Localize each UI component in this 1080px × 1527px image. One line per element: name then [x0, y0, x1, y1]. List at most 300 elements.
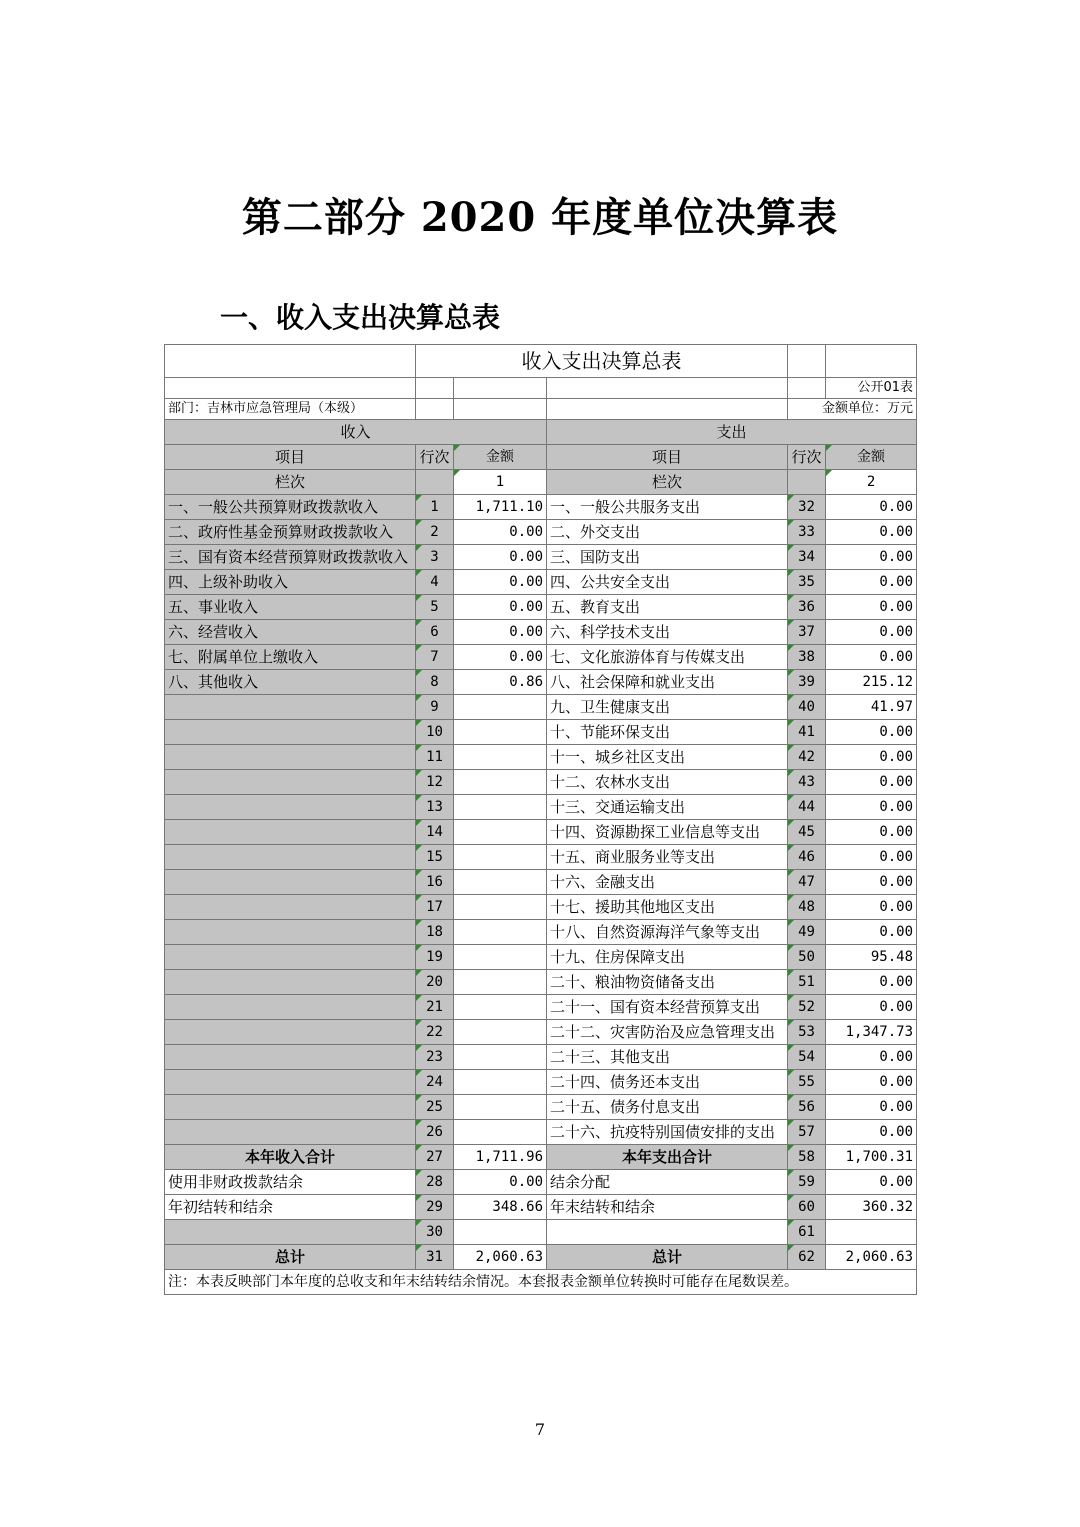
income-item-cell — [165, 745, 416, 770]
income-item-cell — [165, 1220, 416, 1245]
cell-marker-icon — [788, 770, 794, 776]
cell-marker-icon — [788, 1195, 794, 1201]
income-row-number: 11 — [416, 745, 454, 770]
column-header-row — [165, 445, 917, 470]
table-row — [165, 520, 917, 545]
cell-marker-icon — [416, 845, 422, 851]
expense-row-number: 47 — [788, 870, 826, 895]
income-row-number: 3 — [416, 545, 454, 570]
note-row — [165, 1270, 917, 1295]
expense-amount-cell: 0.00 — [826, 1095, 917, 1120]
income-row-number: 30 — [416, 1220, 454, 1245]
cell-marker-icon — [416, 770, 422, 776]
expense-item-cell: 六、科学技术支出 — [547, 620, 788, 645]
cell-marker-icon — [788, 1020, 794, 1026]
income-item-cell — [165, 770, 416, 795]
expense-row-number: 45 — [788, 820, 826, 845]
cell-marker-icon — [416, 1095, 422, 1101]
expense-item-cell: 二十三、其他支出 — [547, 1045, 788, 1070]
cell-marker-icon — [416, 1195, 422, 1201]
cell-marker-icon — [416, 1120, 422, 1126]
expense-amount-header: 金额 — [826, 445, 917, 470]
income-amount-cell: 1,711.96 — [454, 1145, 547, 1170]
cell-marker-icon — [788, 720, 794, 726]
expense-amount-cell: 360.32 — [826, 1195, 917, 1220]
income-item-cell — [165, 920, 416, 945]
expense-item-cell: 四、公共安全支出 — [547, 570, 788, 595]
expense-item-cell: 本年支出合计 — [547, 1145, 788, 1170]
table-row — [165, 1120, 917, 1145]
expense-item-cell: 一、一般公共服务支出 — [547, 495, 788, 520]
cell-marker-icon — [416, 1020, 422, 1026]
income-row-number: 4 — [416, 570, 454, 595]
income-amount-cell — [454, 920, 547, 945]
expense-item-cell: 二十二、灾害防治及应急管理支出 — [547, 1020, 788, 1045]
expense-row-number: 39 — [788, 670, 826, 695]
table-note: 注：本表反映部门本年度的总收支和年末结转结余情况。本套报表金额单位转换时可能存在尾数误差。 — [165, 1270, 917, 1295]
income-item-cell — [165, 795, 416, 820]
expense-item-cell: 十九、住房保障支出 — [547, 945, 788, 970]
expense-amount-cell: 0.00 — [826, 595, 917, 620]
expense-item-cell: 十七、援助其他地区支出 — [547, 895, 788, 920]
expense-row-number: 62 — [788, 1245, 826, 1270]
table-row — [165, 1170, 917, 1195]
cell-marker-icon — [788, 995, 794, 1001]
expense-item-cell: 五、教育支出 — [547, 595, 788, 620]
cell-marker-icon — [416, 1245, 422, 1251]
expense-header: 支出 — [547, 420, 917, 445]
expense-row-number: 37 — [788, 620, 826, 645]
cell-marker-icon — [416, 945, 422, 951]
subtotal-row — [165, 1145, 917, 1170]
expense-amount-cell: 0.00 — [826, 820, 917, 845]
expense-item-cell: 二十四、债务还本支出 — [547, 1070, 788, 1095]
expense-row-number: 40 — [788, 695, 826, 720]
expense-amount-cell: 0.00 — [826, 520, 917, 545]
cell-marker-icon — [416, 1220, 422, 1226]
cell-marker-icon — [416, 1145, 422, 1151]
page-number: 7 — [534, 1420, 546, 1439]
income-item-cell: 年初结转和结余 — [165, 1195, 416, 1220]
expense-row-number: 57 — [788, 1120, 826, 1145]
income-row-number: 19 — [416, 945, 454, 970]
cell-marker-icon — [788, 1145, 794, 1151]
cell-marker-icon — [416, 1045, 422, 1051]
income-item-cell: 二、政府性基金预算财政拨款收入 — [165, 520, 416, 545]
table-row — [165, 595, 917, 620]
form-code-row — [165, 378, 917, 399]
cell-marker-icon — [788, 945, 794, 951]
expense-amount-cell: 0.00 — [826, 970, 917, 995]
table-row — [165, 695, 917, 720]
income-row-number: 2 — [416, 520, 454, 545]
income-amount-cell — [454, 845, 547, 870]
expense-item-cell: 二、外交支出 — [547, 520, 788, 545]
income-row-number: 17 — [416, 895, 454, 920]
income-item-cell — [165, 995, 416, 1020]
form-code: 公开01表 — [826, 378, 917, 399]
income-row-number: 21 — [416, 995, 454, 1020]
income-amount-cell: 0.00 — [454, 570, 547, 595]
income-item-cell: 七、附属单位上缴收入 — [165, 645, 416, 670]
table-row — [165, 820, 917, 845]
cell-marker-icon — [416, 595, 422, 601]
income-row-number: 14 — [416, 820, 454, 845]
section-title: 一、收入支出决算总表 — [220, 301, 501, 334]
income-row-number: 29 — [416, 1195, 454, 1220]
expense-row-number: 55 — [788, 1070, 826, 1095]
income-row-number: 10 — [416, 720, 454, 745]
cell-marker-icon — [788, 745, 794, 751]
table-row — [165, 670, 917, 695]
table-row — [165, 995, 917, 1020]
expense-item-cell: 十一、城乡社区支出 — [547, 745, 788, 770]
income-label-cell: 栏次 — [165, 470, 416, 495]
income-amount-cell — [454, 1045, 547, 1070]
table-body — [165, 345, 917, 1295]
cell-marker-icon — [416, 545, 422, 551]
income-amount-cell — [454, 820, 547, 845]
cell-marker-icon — [416, 970, 422, 976]
cell-marker-icon — [788, 545, 794, 551]
cell-marker-icon — [416, 745, 422, 751]
expense-row-number: 33 — [788, 520, 826, 545]
income-item-cell — [165, 720, 416, 745]
income-row-number: 7 — [416, 645, 454, 670]
expense-amount-cell: 0.00 — [826, 545, 917, 570]
income-item-cell: 六、经营收入 — [165, 620, 416, 645]
cell-marker-icon — [788, 570, 794, 576]
expense-label-cell: 栏次 — [547, 470, 788, 495]
income-row-number: 26 — [416, 1120, 454, 1145]
expense-amount-cell: 215.12 — [826, 670, 917, 695]
department-row — [165, 399, 917, 420]
income-row-number: 25 — [416, 1095, 454, 1120]
cell-marker-icon — [788, 520, 794, 526]
expense-item-cell: 十六、金融支出 — [547, 870, 788, 895]
expense-amount-cell: 0.00 — [826, 920, 917, 945]
income-row-header: 行次 — [416, 445, 454, 470]
income-amount-cell — [454, 745, 547, 770]
cell-marker-icon — [788, 845, 794, 851]
expense-item-cell: 十八、自然资源海洋气象等支出 — [547, 920, 788, 945]
cell-marker-icon — [788, 870, 794, 876]
income-row-number: 23 — [416, 1045, 454, 1070]
income-amount-cell: 0.00 — [454, 620, 547, 645]
expense-item-cell — [547, 1220, 788, 1245]
cell-marker-icon — [416, 570, 422, 576]
table-title-row — [165, 345, 917, 378]
expense-amount-cell: 0.00 — [826, 620, 917, 645]
income-amount-cell: 2,060.63 — [454, 1245, 547, 1270]
expense-item-cell: 总计 — [547, 1245, 788, 1270]
expense-amount-cell — [826, 1220, 917, 1245]
expense-row-number: 51 — [788, 970, 826, 995]
expense-amount-cell: 0.00 — [826, 495, 917, 520]
expense-row-number: 46 — [788, 845, 826, 870]
income-item-cell: 三、国有资本经营预算财政拨款收入 — [165, 545, 416, 570]
income-expense-table — [164, 344, 917, 1295]
table-row — [165, 1095, 917, 1120]
income-amount-cell — [454, 795, 547, 820]
column-number-row — [165, 470, 917, 495]
cell-marker-icon — [788, 1045, 794, 1051]
expense-item-cell: 十三、交通运输支出 — [547, 795, 788, 820]
income-row-number: 5 — [416, 595, 454, 620]
cell-marker-icon — [416, 820, 422, 826]
income-amount-cell — [454, 870, 547, 895]
expense-row-number: 43 — [788, 770, 826, 795]
income-item-cell — [165, 820, 416, 845]
cell-marker-icon — [788, 970, 794, 976]
income-item-cell: 五、事业收入 — [165, 595, 416, 620]
table-row — [165, 1070, 917, 1095]
expense-item-cell: 十四、资源勘探工业信息等支出 — [547, 820, 788, 845]
cell-marker-icon — [788, 1170, 794, 1176]
table-row — [165, 945, 917, 970]
table-row — [165, 895, 917, 920]
expense-item-cell: 结余分配 — [547, 1170, 788, 1195]
cell-marker-icon — [788, 595, 794, 601]
cell-marker-icon — [416, 920, 422, 926]
expense-amount-cell: 0.00 — [826, 1170, 917, 1195]
income-row-number: 27 — [416, 1145, 454, 1170]
expense-item-cell: 二十六、抗疫特别国债安排的支出 — [547, 1120, 788, 1145]
expense-row-number: 44 — [788, 795, 826, 820]
table-title: 收入支出决算总表 — [416, 345, 788, 378]
expense-row-header: 行次 — [788, 445, 826, 470]
expense-col-number: 2 — [826, 470, 917, 495]
cell-marker-icon — [788, 895, 794, 901]
income-amount-cell — [454, 1120, 547, 1145]
income-amount-cell — [454, 1095, 547, 1120]
income-item-cell — [165, 1120, 416, 1145]
table-row — [165, 620, 917, 645]
table-row — [165, 645, 917, 670]
income-item-cell: 四、上级补助收入 — [165, 570, 416, 595]
expense-amount-cell: 0.00 — [826, 770, 917, 795]
income-amount-cell — [454, 945, 547, 970]
expense-item-cell: 十五、商业服务业等支出 — [547, 845, 788, 870]
income-item-cell: 一、一般公共预算财政拨款收入 — [165, 495, 416, 520]
expense-amount-cell: 0.00 — [826, 745, 917, 770]
income-item-cell — [165, 845, 416, 870]
expense-row-number: 32 — [788, 495, 826, 520]
income-item-cell: 八、其他收入 — [165, 670, 416, 695]
expense-amount-cell: 0.00 — [826, 995, 917, 1020]
table-row — [165, 720, 917, 745]
income-row-number: 16 — [416, 870, 454, 895]
table-row — [165, 845, 917, 870]
expense-amount-cell: 0.00 — [826, 1120, 917, 1145]
income-amount-cell: 0.00 — [454, 1170, 547, 1195]
income-amount-cell — [454, 695, 547, 720]
expense-amount-cell: 2,060.63 — [826, 1245, 917, 1270]
expense-row-number: 56 — [788, 1095, 826, 1120]
income-amount-cell — [454, 1070, 547, 1095]
income-amount-cell — [454, 1220, 547, 1245]
cell-marker-icon — [788, 670, 794, 676]
cell-marker-icon — [416, 670, 422, 676]
department-label: 部门：吉林市应急管理局（本级） — [165, 399, 416, 420]
income-amount-cell — [454, 970, 547, 995]
expense-row-number: 36 — [788, 595, 826, 620]
expense-row-number: 58 — [788, 1145, 826, 1170]
expense-amount-cell: 95.48 — [826, 945, 917, 970]
expense-item-cell: 年末结转和结余 — [547, 1195, 788, 1220]
income-item-cell — [165, 895, 416, 920]
expense-amount-cell: 0.00 — [826, 720, 917, 745]
income-item-cell — [165, 1095, 416, 1120]
expense-row-number: 52 — [788, 995, 826, 1020]
income-row-number: 28 — [416, 1170, 454, 1195]
expense-row-number: 42 — [788, 745, 826, 770]
expense-row-number: 34 — [788, 545, 826, 570]
cell-marker-icon — [416, 645, 422, 651]
income-item-cell — [165, 870, 416, 895]
income-item-cell: 使用非财政拨款结余 — [165, 1170, 416, 1195]
expense-row-number: 49 — [788, 920, 826, 945]
expense-item-cell: 十、节能环保支出 — [547, 720, 788, 745]
income-row-number: 24 — [416, 1070, 454, 1095]
cell-marker-icon — [416, 995, 422, 1001]
cell-marker-icon — [416, 620, 422, 626]
table-row — [165, 745, 917, 770]
expense-amount-cell: 1,347.73 — [826, 1020, 917, 1045]
expense-amount-cell: 0.00 — [826, 795, 917, 820]
income-item-cell — [165, 970, 416, 995]
income-amount-cell — [454, 1020, 547, 1045]
expense-row-number: 59 — [788, 1170, 826, 1195]
expense-item-cell: 十二、农林水支出 — [547, 770, 788, 795]
cell-marker-icon — [416, 520, 422, 526]
table-row — [165, 795, 917, 820]
expense-amount-cell: 0.00 — [826, 895, 917, 920]
cell-marker-icon — [788, 495, 794, 501]
income-col-number: 1 — [454, 470, 547, 495]
income-amount-cell — [454, 895, 547, 920]
section-header-row — [165, 420, 917, 445]
expense-row-number: 50 — [788, 945, 826, 970]
table-row — [165, 570, 917, 595]
income-row-number: 8 — [416, 670, 454, 695]
expense-row-number: 38 — [788, 645, 826, 670]
table-row — [165, 870, 917, 895]
income-item-header: 项目 — [165, 445, 416, 470]
income-row-number: 9 — [416, 695, 454, 720]
expense-item-cell: 二十、粮油物资储备支出 — [547, 970, 788, 995]
income-item-cell — [165, 945, 416, 970]
income-amount-cell: 0.00 — [454, 520, 547, 545]
table-row — [165, 920, 917, 945]
expense-amount-cell: 0.00 — [826, 570, 917, 595]
cell-marker-icon — [788, 1245, 794, 1251]
income-amount-cell: 348.66 — [454, 1195, 547, 1220]
income-amount-cell: 0.86 — [454, 670, 547, 695]
expense-item-cell: 九、卫生健康支出 — [547, 695, 788, 720]
expense-row-number: 53 — [788, 1020, 826, 1045]
cell-marker-icon — [788, 1220, 794, 1226]
table-row — [165, 1020, 917, 1045]
income-item-cell — [165, 1020, 416, 1045]
income-amount-cell — [454, 770, 547, 795]
cell-marker-icon — [788, 645, 794, 651]
table-row — [165, 545, 917, 570]
income-row-number: 6 — [416, 620, 454, 645]
cell-marker-icon — [416, 895, 422, 901]
income-item-cell — [165, 1045, 416, 1070]
cell-marker-icon — [416, 1170, 422, 1176]
income-item-cell: 总计 — [165, 1245, 416, 1270]
table-row — [165, 970, 917, 995]
expense-amount-cell: 41.97 — [826, 695, 917, 720]
expense-item-header: 项目 — [547, 445, 788, 470]
income-amount-cell: 1,711.10 — [454, 495, 547, 520]
income-row-number: 12 — [416, 770, 454, 795]
income-amount-cell: 0.00 — [454, 645, 547, 670]
expense-item-cell: 二十五、债务付息支出 — [547, 1095, 788, 1120]
table-row — [165, 1220, 917, 1245]
expense-row-number: 54 — [788, 1045, 826, 1070]
expense-row-number: 61 — [788, 1220, 826, 1245]
table-row — [165, 1195, 917, 1220]
income-amount-header: 金额 — [454, 445, 547, 470]
expense-item-cell: 二十一、国有资本经营预算支出 — [547, 995, 788, 1020]
income-row-number: 31 — [416, 1245, 454, 1270]
income-row-number: 1 — [416, 495, 454, 520]
expense-row-number: 41 — [788, 720, 826, 745]
expense-amount-cell: 0.00 — [826, 645, 917, 670]
income-row-number: 22 — [416, 1020, 454, 1045]
expense-row-number: 48 — [788, 895, 826, 920]
income-row-number: 20 — [416, 970, 454, 995]
cell-marker-icon — [416, 1070, 422, 1076]
expense-row-number: 60 — [788, 1195, 826, 1220]
expense-amount-cell: 1,700.31 — [826, 1145, 917, 1170]
table-row — [165, 1045, 917, 1070]
income-amount-cell: 0.00 — [454, 545, 547, 570]
cell-marker-icon — [416, 695, 422, 701]
page-title: 第二部分 2020 年度单位决算表 — [241, 194, 839, 241]
cell-marker-icon — [788, 795, 794, 801]
expense-item-cell: 七、文化旅游体育与传媒支出 — [547, 645, 788, 670]
cell-marker-icon — [788, 695, 794, 701]
table-row — [165, 770, 917, 795]
income-amount-cell — [454, 995, 547, 1020]
income-row-number: 15 — [416, 845, 454, 870]
cell-marker-icon — [416, 495, 422, 501]
expense-amount-cell: 0.00 — [826, 1045, 917, 1070]
expense-amount-cell: 0.00 — [826, 845, 917, 870]
income-amount-cell — [454, 720, 547, 745]
cell-marker-icon — [788, 1120, 794, 1126]
total-row — [165, 1245, 917, 1270]
cell-marker-icon — [788, 1095, 794, 1101]
table-row — [165, 495, 917, 520]
expense-amount-cell: 0.00 — [826, 870, 917, 895]
cell-marker-icon — [416, 720, 422, 726]
expense-item-cell: 三、国防支出 — [547, 545, 788, 570]
income-item-cell — [165, 695, 416, 720]
income-row-number: 13 — [416, 795, 454, 820]
cell-marker-icon — [416, 870, 422, 876]
income-amount-cell: 0.00 — [454, 595, 547, 620]
cell-marker-icon — [788, 620, 794, 626]
cell-marker-icon — [788, 1070, 794, 1076]
expense-row-number: 35 — [788, 570, 826, 595]
income-header: 收入 — [165, 420, 547, 445]
cell-marker-icon — [788, 820, 794, 826]
